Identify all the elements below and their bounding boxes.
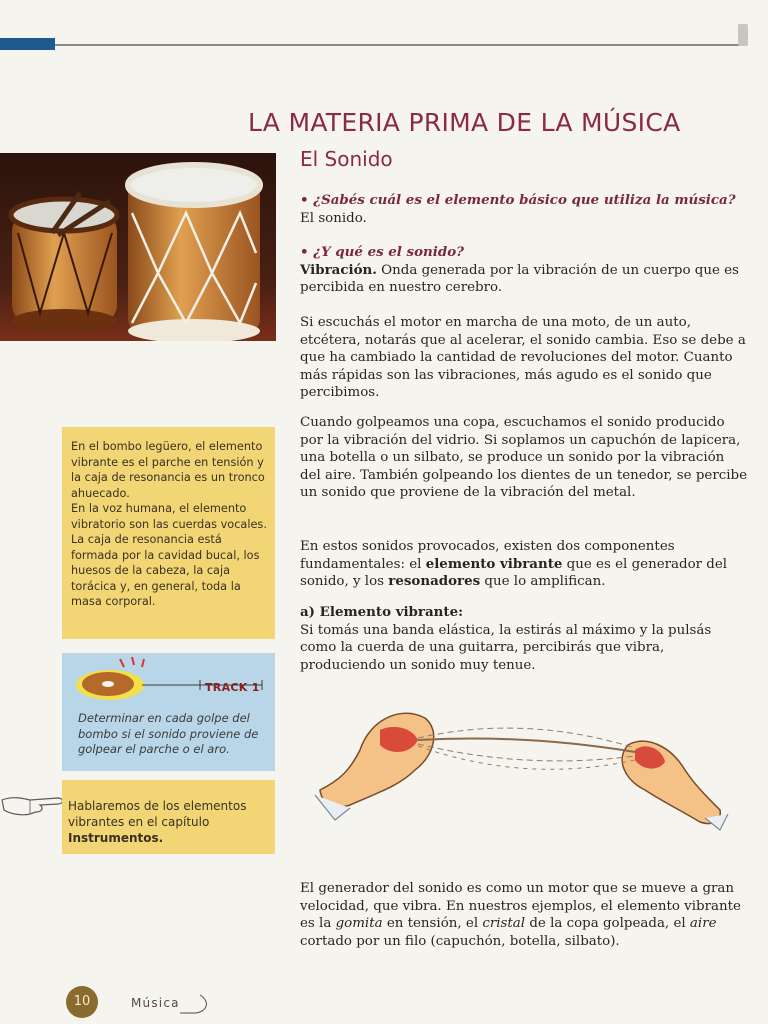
paragraph-generador [300,880,748,950]
paragraph-components-text [300,538,748,591]
header-rule [55,44,745,46]
question-2 [300,244,748,297]
answer-2 [300,262,748,297]
note-bombo-voz [62,427,275,639]
paragraph-copa-text: Cuando golpeamos una copa, escuchamos el sonido producido por la vibración del vidrio. Si soplamos un capuchón de lapicera, una botella o un silbato, se produce un sonido por la vibración del aire. También golpeando los dientes de un tenedor, se percibe un sonido que proviene de la vibración del metal. [300,415,748,501]
section-subtitle: El Sonido [300,147,393,171]
term-cristal: cristal [482,916,526,932]
answer-2-bold: Vibración. [300,261,377,278]
footer-section-label: Música [131,996,180,1010]
note-bombo-text: En el bombo legüero, el elemento vibrante es el parche en tensión y la caja de resonancia es un tronco ahuecado. [71,440,265,500]
pointing-hand-icon [0,786,68,822]
question-1-text: • ¿Sabés cuál es el elemento básico que utiliza la música? [300,192,736,208]
term-gomita: gomita [335,916,383,932]
paragraph-elastica-text: Si tomás una banda elástica, la estirás al máximo y la pulsás como la cuerda de una guitarra, percibirás que vibra, produciendo un sonido muy tenue. [300,622,712,673]
track-label: TRACK 1 [205,681,260,694]
note-instrumentos-text: Hablaremos de los elementos vibrantes en el capítulo [68,799,247,829]
text-run: que es el generador del sonido, y los [300,556,728,590]
question-2-text: • ¿Y qué es el sonido? [300,244,464,260]
page-edge-tab [738,24,748,46]
note-instrumentos-link: Instrumentos. [68,831,164,845]
track-instruction: Determinar en cada golpe del bombo si el sonido proviene de golpear el parche o el aro. [78,711,259,756]
term-aire: aire [689,916,717,932]
section-elemento-vibrante [300,604,748,674]
section-heading-a: a) Elemento vibrante: [300,604,464,620]
term-resonadores: resonadores [388,573,481,590]
paragraph-motor [300,314,748,402]
header-accent-bar [0,38,55,50]
answer-1-text: El sonido. [300,210,367,226]
text-run: que lo amplifican. [480,574,606,590]
term-elemento-vibrante: elemento vibrante [425,555,563,572]
paragraph-motor-text: Si escuchás el motor en marcha de una moto, de un auto, etcétera, notarás que al acelerar, el sonido cambia. Eso se debe a que ha cambiado la cantidad de revoluciones del motor. Cuanto más rápidas son las vibraciones, más agudo es el sonido que percibimos. [300,315,746,401]
footer-curve-ornament [180,993,210,1015]
track-activity-box [62,653,275,771]
text-run: cortado por un filo (capuchón, botella, silbato). [300,933,620,949]
paragraph-components [300,538,748,591]
drums-photo [0,153,276,341]
rubber-band-illustration [310,700,730,840]
paragraph-copa [300,414,748,502]
page-title: LA MATERIA PRIMA DE LA MÚSICA [248,108,681,137]
text-run: En estos sonidos provocados, existen dos componentes fundamentales: el [300,539,675,572]
note-instrumentos [62,780,275,854]
note-voz-text: En la voz humana, el elemento vibratorio son las cuerdas vocales. La caja de resonancia está formada por la cavidad bucal, los huesos de la cabeza, la caja torácica y, en general, toda la masa corporal. [71,502,267,608]
paragraph-generador-text [300,880,748,950]
text-run: El generador del sonido es como un motor que se mueve a gran velocidad, que vibra. En nuestros ejemplos, el elemento vibrante es la [300,881,741,932]
text-run: en tensión, el [382,916,483,932]
question-1 [300,192,748,227]
answer-2-rest: Onda generada por la vibración de un cuerpo que es percibida en nuestro cerebro. [300,262,739,296]
page-number-badge: 10 [66,986,98,1018]
text-run: de la copa golpeada, el [525,916,690,932]
